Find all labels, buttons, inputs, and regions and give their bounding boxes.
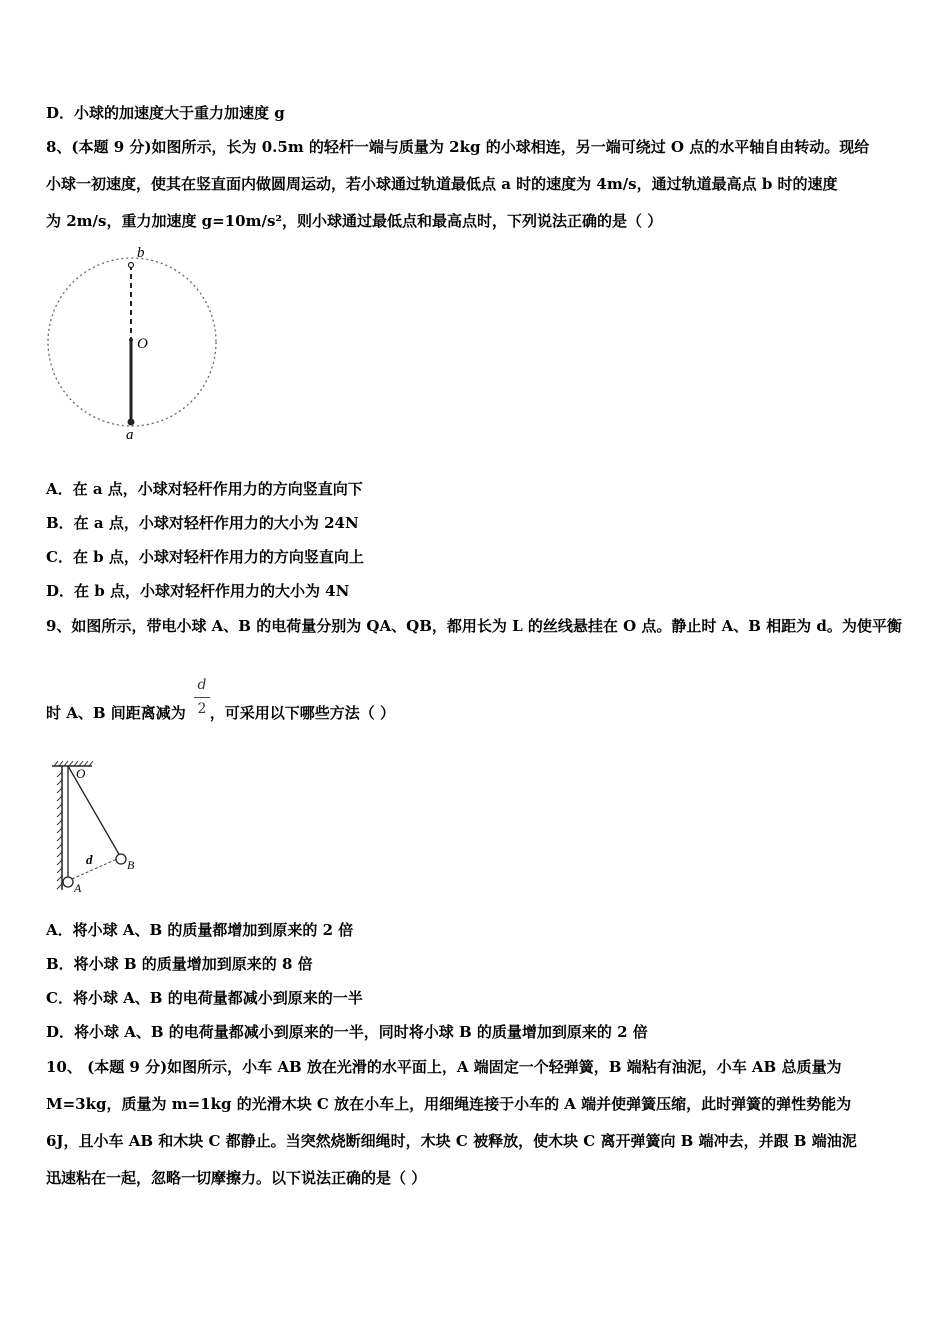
q9-stem-line-2	[46, 703, 395, 723]
q9-option-c: C．将小球 A、B 的电荷量都减小到原来的一半	[46, 989, 363, 1007]
q8-option-a: A．在 a 点，小球对轻杆作用力的方向竖直向下	[46, 480, 363, 498]
q8-stem-line-1: 8、(本题 9 分)如图所示，长为 0.5m 的轻杆一端与质量为 2kg 的小球相连，另一端可绕过 O 点的水平轴自由转动。现给	[46, 138, 870, 156]
q9-fraction-bar	[194, 697, 210, 698]
q9-stem-line-2-suffix: ，可采用以下哪些方法（ ）	[209, 704, 395, 722]
q8-option-b: B．在 a 点，小球对轻杆作用力的大小为 24N	[46, 514, 359, 532]
q10-stem-line-1: 10、 (本题 9 分)如图所示，小车 AB 放在光滑的水平面上，A 端固定一个轻弹簧，B 端粘有油泥，小车 AB 总质量为	[46, 1058, 842, 1076]
q9-option-a: A．将小球 A、B 的质量都增加到原来的 2 倍	[46, 921, 354, 939]
q9-pendulum-figure	[46, 758, 156, 898]
q9-option-b: B．将小球 B 的质量增加到原来的 8 倍	[46, 955, 313, 973]
q9-option-d: D．将小球 A、B 的电荷量都减小到原来的一半，同时将小球 B 的质量增加到原来的 2 倍	[46, 1023, 648, 1041]
q8-stem-line-3: 为 2m/s，重力加速度 g=10m/s²，则小球通过最低点和最高点时，下列说法正确的是（ ）	[46, 212, 663, 230]
q8-stem-line-2: 小球一初速度，使其在竖直面内做圆周运动，若小球通过轨道最低点 a 时的速度为 4m/s，通过轨道最高点 b 时的速度	[46, 175, 838, 193]
q10-stem-line-4: 迅速粘在一起，忽略一切摩擦力。以下说法正确的是（ ）	[46, 1169, 427, 1187]
q10-stem-line-2: M=3kg，质量为 m=1kg 的光滑木块 C 放在小车上，用细绳连接于小车的 A 端并使弹簧压缩，此时弹簧的弹性势能为	[46, 1095, 852, 1113]
q8-ball-a	[128, 419, 135, 426]
q10-stem-line-3: 6J，且小车 AB 和木块 C 都静止。当突然烧断细绳时，木块 C 被释放，使木块 C 离开弹簧向 B 端冲去，并跟 B 端油泥	[46, 1132, 857, 1150]
q8-option-c: C．在 b 点，小球对轻杆作用力的方向竖直向上	[46, 548, 364, 566]
q8-label-b: b	[137, 245, 145, 261]
q8-option-d: D．在 b 点，小球对轻杆作用力的大小为 4N	[46, 582, 350, 600]
q9-stem-line-1: 9、如图所示，带电小球 A、B 的电荷量分别为 QA、QB，都用长为 L 的丝线悬挂在 O 点。静止时 A、B 相距为 d。为使平衡	[46, 617, 902, 635]
q9-fraction-numerator: d	[197, 677, 207, 693]
q9-ball-b	[116, 854, 126, 864]
q9-label-a: A	[74, 881, 82, 895]
q8-label-a: a	[126, 427, 134, 443]
q8-point-b	[129, 263, 134, 268]
q9-ball-a	[63, 877, 73, 887]
q7-option-d: D．小球的加速度大于重力加速度 g	[46, 104, 285, 122]
q9-label-o: O	[76, 766, 86, 781]
q9-stem-line-2-prefix: 时 A、B 间距离减为	[46, 704, 186, 722]
q9-fraction-denominator: 2	[197, 701, 207, 717]
q9-label-b: B	[127, 858, 135, 872]
q9-label-d: d	[86, 852, 93, 867]
q8-circle-figure	[40, 240, 230, 445]
q9-distance-line	[72, 859, 117, 879]
q8-pivot-o	[129, 338, 133, 342]
q8-label-o: O	[137, 336, 148, 352]
